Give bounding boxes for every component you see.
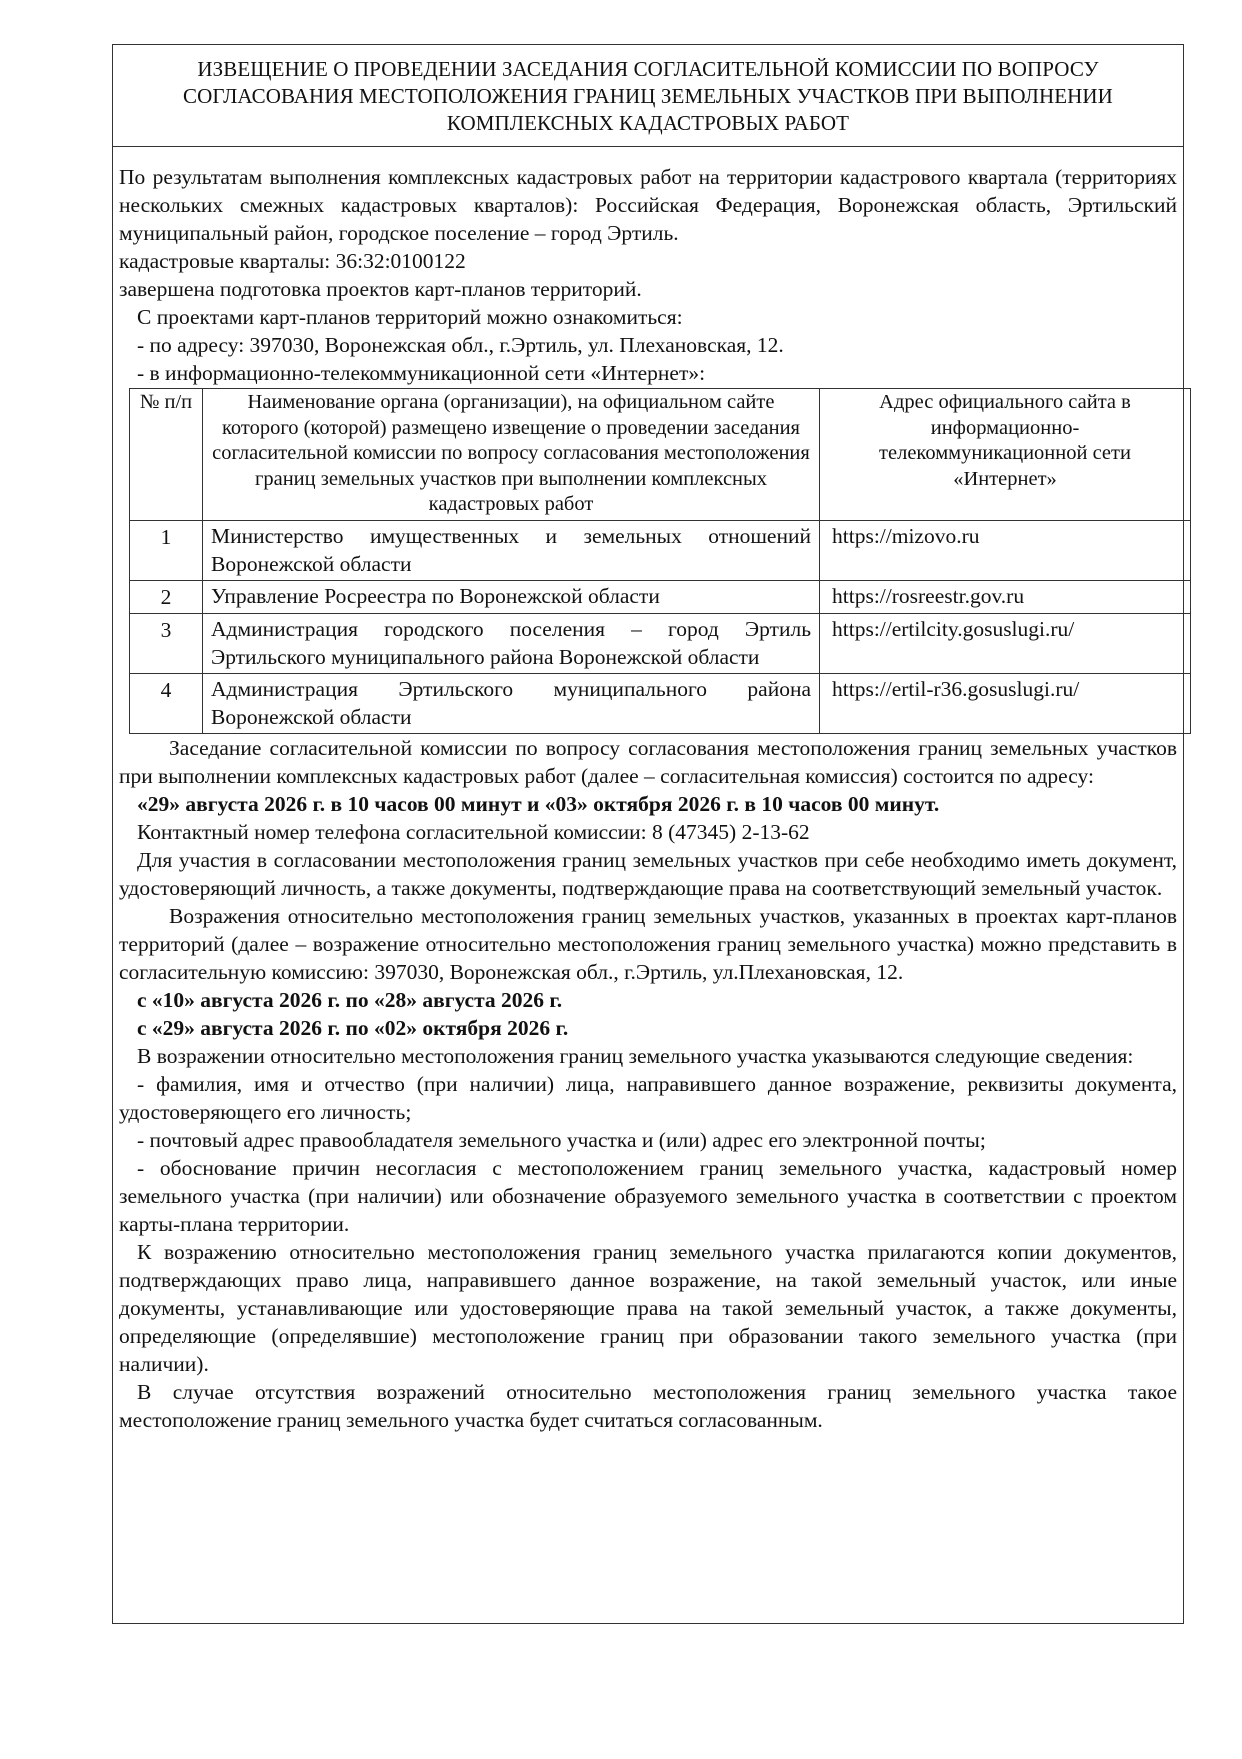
table-row <box>130 520 1191 580</box>
notice-title <box>113 45 1183 147</box>
meeting-dates: «29» августа 2026 г. в 10 часов 00 минут и «03» октября 2026 г. в 10 часов 00 минут. <box>137 791 940 816</box>
intro-paragraph: По результатам выполнения комплексных кадастровых работ на территории кадастрового квартала (территориях нескольких смежных кадастровых кварталов): Российская Федерация, Воронежская область, Эртильский муниципальный район, городское поселение – город Эртиль. <box>119 165 1177 245</box>
row-num: 4 <box>130 673 203 733</box>
row-org: Администрация городского поселения – город Эртиль Эртильского муниципального района Воронежской области <box>203 613 820 673</box>
objection-attachments: К возражению относительно местоположения границ земельного участка прилагаются копии документов, подтверждающих право лица, направившего данное возражение, на такой земельный участок, или иные документы, устанавливающие или удостоверяющие права на такой земельный участок, а также документы, определяющие (определявшие) местоположение границ при образовании такого земельного участка (при наличии). <box>119 1239 1177 1376</box>
row-org: Министерство имущественных и земельных отношений Воронежской области <box>203 520 820 580</box>
row-num: 3 <box>130 613 203 673</box>
table-row <box>130 613 1191 673</box>
row-org: Управление Росреестра по Воронежской области <box>203 580 820 613</box>
objection-period-2: с «29» августа 2026 г. по «02» октября 2026 г. <box>137 1015 569 1040</box>
row-num: 2 <box>130 580 203 613</box>
row-num: 1 <box>130 520 203 580</box>
header-url: Адрес официального сайта в информационно-телекоммуникационной сети «Интернет» <box>820 389 1191 521</box>
row-url: https://ertilcity.gosuslugi.ru/ <box>820 613 1191 673</box>
title-line-2: СОГЛАСОВАНИЯ МЕСТОПОЛОЖЕНИЯ ГРАНИЦ ЗЕМЕЛЬНЫХ УЧАСТКОВ ПРИ ВЫПОЛНЕНИИ <box>183 84 1113 108</box>
row-url: https://mizovo.ru <box>820 520 1191 580</box>
review-address: - по адресу: 397030, Воронежская обл., г.Эртиль, ул. Плехановская, 12. <box>137 333 784 357</box>
review-internet: - в информационно-телекоммуникационной сети «Интернет»: <box>137 361 706 385</box>
notice-frame <box>112 44 1184 1624</box>
objection-info: В возражении относительно местоположения границ земельного участка указываются следующие сведения: <box>137 1043 1134 1068</box>
meeting-phone: Контактный номер телефона согласительной комиссии: 8 (47345) 2-13-62 <box>137 819 810 844</box>
objection-item-1: - фамилия, имя и отчество (при наличии) лица, направившего данное возражение, реквизиты документа, удостоверяющего его личность; <box>119 1071 1177 1124</box>
objection-item-3: - обоснование причин несогласия с местоположением границ земельного участка, кадастровый номер земельного участка (при наличии) или обозначение образуемого земельного участка в соответствии с проектом карты-плана территории. <box>119 1155 1177 1236</box>
notice-body <box>119 163 1177 1434</box>
objection-period-1: с «10» августа 2026 г. по «28» августа 2026 г. <box>137 987 563 1012</box>
objections-paragraph: Возражения относительно местоположения границ земельных участков, указанных в проектах карт-планов территорий (далее – возражение относительно местоположения границ земельного участка) можно представить в согласительную комиссию: 397030, Воронежская обл., г.Эртиль, ул.Плехановская, 12. <box>119 903 1177 984</box>
row-url: https://ertil-r36.gosuslugi.ru/ <box>820 673 1191 733</box>
objection-item-2: - почтовый адрес правообладателя земельного участка и (или) адрес его электронной почты; <box>137 1127 986 1152</box>
title-line-1: ИЗВЕЩЕНИЕ О ПРОВЕДЕНИИ ЗАСЕДАНИЯ СОГЛАСИТЕЛЬНОЙ КОМИССИИ ПО ВОПРОСУ <box>197 57 1099 81</box>
meeting-paragraph: Заседание согласительной комиссии по вопросу согласования местоположения границ земельных участков при выполнении комплексных кадастровых работ (далее – согласительная комиссия) состоится по адресу: <box>119 735 1177 788</box>
cadastral-quarters: кадастровые кварталы: 36:32:0100122 <box>119 249 466 273</box>
row-url: https://rosreestr.gov.ru <box>820 580 1191 613</box>
table-header-row <box>130 389 1191 521</box>
meeting-documents: Для участия в согласовании местоположения границ земельных участков при себе необходимо иметь документ, удостоверяющий личность, а также документы, подтверждающие права на соответствующий земельный участок. <box>119 847 1177 900</box>
review-note: С проектами карт-планов территорий можно ознакомиться: <box>137 305 683 329</box>
completion-note: завершена подготовка проектов карт-планов территорий. <box>119 277 642 301</box>
header-org: Наименование органа (организации), на официальном сайте которого (которой) размещено извещение о проведении заседания согласительной комиссии по вопросу согласования местоположения границ земельных участков при выполнении комплексных кадастровых работ <box>203 389 820 521</box>
row-org: Администрация Эртильского муниципального района Воронежской области <box>203 673 820 733</box>
table-row <box>130 580 1191 613</box>
header-num: № п/п <box>130 389 203 521</box>
table-row <box>130 673 1191 733</box>
sites-table <box>129 388 1191 734</box>
objection-absent: В случае отсутствия возражений относительно местоположения границ земельного участка такое местоположение границ земельного участка будет считаться согласованным. <box>119 1379 1177 1432</box>
title-line-3: КОМПЛЕКСНЫХ КАДАСТРОВЫХ РАБОТ <box>446 111 850 135</box>
